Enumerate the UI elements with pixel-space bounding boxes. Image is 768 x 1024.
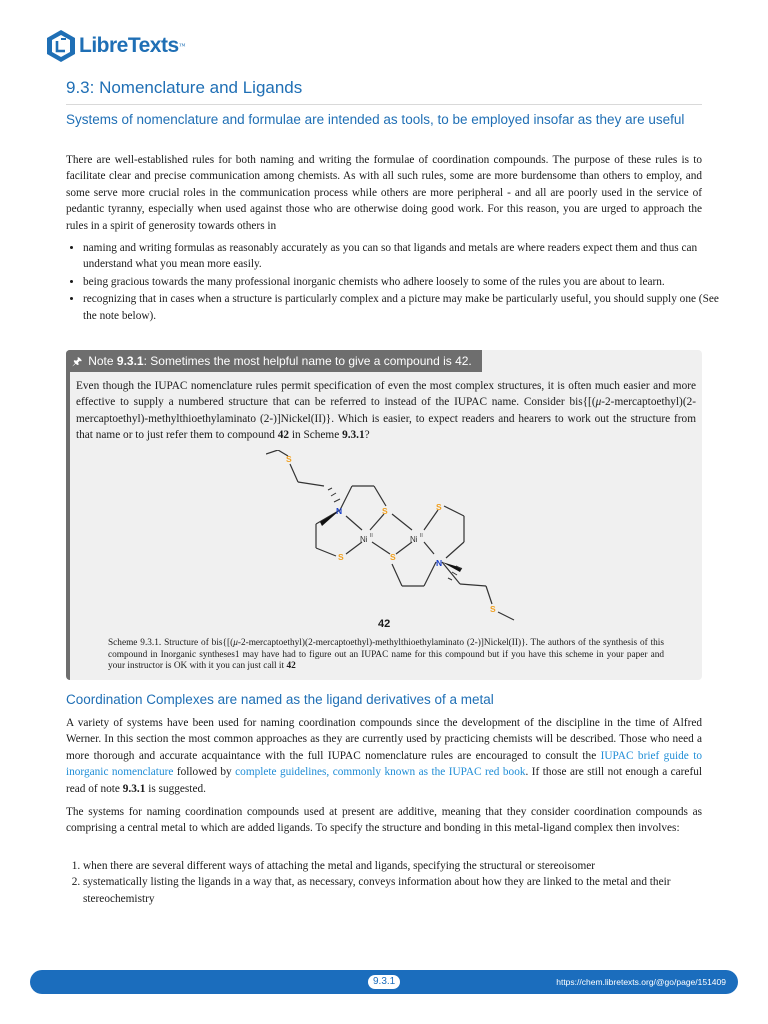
nitrogen-atom-label: N [436,558,443,568]
section-heading-nomenclature-tools: Systems of nomenclature and formulae are intended as tools, to be employed insofar as they are useful [66,112,685,127]
sulfur-atom-label: S [390,552,396,562]
note-body: Even though the IUPAC nomenclature rules permit specification of even the most complex structures, it is often much easier and more effective to supply a numbered structure that can be referred to instead of the IUPAC name. Consider bis{[(μ-2-mercaptoethyl)(2-mercaptoethyl)-methylthioethylaminato (2-)]Nickel(II)}. Which is easier, to expect readers and hearers to work out the structure from that name or to just refer them to compound 42 in Scheme 9.3.1? [76,380,696,442]
nickel-atom-label: Ni [360,535,368,544]
note-title: : Sometimes the most helpful name to give a compound is 42. [143,354,472,368]
permalink[interactable]: https://chem.libretexts.org/@go/page/151409 [556,977,726,987]
page-number-badge: 9.3.1 [368,975,400,989]
list-item: 1. when there are several different ways of attaching the metal and ligands, specifying the structural or stereoisomer [83,858,719,874]
nickel-atom-label: Ni [410,535,418,544]
note-number: 9.3.1 [116,354,144,368]
logo-text: LibreTexts [79,34,179,57]
compound-number: 42 [378,618,391,630]
section-heading-coordination-complexes: Coordination Complexes are named as the ligand derivatives of a metal [66,692,494,707]
sulfur-atom-label: S [382,506,388,516]
logo-trademark: ™ [178,42,186,50]
nickel-oxidation-state: II [420,533,423,539]
naming-steps-list [66,858,719,907]
iupac-red-book-link[interactable]: complete guidelines, commonly known as the IUPAC red book [235,766,526,779]
guidance-list [66,240,719,325]
sulfur-atom-label: S [338,552,344,562]
note-label: Note [88,354,114,368]
list-item: • naming and writing formulas as reasonably accurately as you can so that ligands and metals are where readers expect them and thus can understand what you mean more easily. [83,240,719,273]
pin-icon: 🖈 [72,356,83,368]
list-item: 2. systematically listing the ligands in a way that, as necessary, conveys information about how they are linked to the metal and their stereochemistry [83,874,719,907]
nickel-oxidation-state: II [370,533,373,539]
nitrogen-atom-label: N [336,506,343,516]
page-title: 9.3: Nomenclature and Ligands [66,78,702,105]
sulfur-atom-label: S [436,502,442,512]
naming-systems-paragraph: A variety of systems have been used for naming coordination compounds since the development of the discipline in the time of Alfred Werner. In this section the most common approaches as they are currently used by practicing chemists will be described. Those who need a more thorough and accurate acquaintance with the full IUPAC nomenclature rules are encouraged to consult the IUPAC brief guide to inorganic nomenclature followed by complete guidelines, commonly known as the IUPAC red book. If those are still not enough a careful read of note 9.3.1 is suggested. [66,717,703,795]
intro-paragraph: There are well-established rules for both naming and writing the formulae of coordination compounds. The purpose of these rules is to facilitate clear and precise communication among chemists. As with all such rules, some are more burdensome than others to employ, and some serve more crucial roles in the communication process while others are more peripheral - and all are poorly used in the service of pedantic tyranny, especially when used against those who are otherwise doing good work. For this reason, you are urged to approach the rules in a spirit of generosity towards others in [66,154,702,232]
note-header [66,350,482,372]
note-box [66,350,702,680]
list-item: • recognizing that in cases when a structure is particularly complex and a picture may make be particularly useful, you should supply one (See the note below). [83,291,719,324]
scheme-caption: Scheme 9.3.1. Structure of bis{[(μ-2-mercaptoethyl)(2-mercaptoethyl)-methylthioethylaminato (2-)]Nickel(II)}. The authors of the synthesis of this compound in Inorganic syntheses1 may have had to figure out an IUPAC name for this compound but if you have this scheme in your paper and your instructor is OK with it you can just call it 42 [108,638,664,672]
iupac-brief-guide-link[interactable]: IUPAC brief guide to inorganic nomenclature [66,749,702,779]
nickel-complex-structure [266,450,522,626]
page-footer [30,970,738,994]
sulfur-atom-label: S [286,454,292,464]
libretexts-logo-icon [46,29,76,63]
list-item: • being gracious towards the many professional inorganic chemists who adhere loosely to some of the rules you are about to learn. [83,274,719,290]
libretexts-logo[interactable] [46,26,186,66]
sulfur-atom-label: S [490,604,496,614]
additive-systems-paragraph: The systems for naming coordination compounds used at present are additive, meaning that they consider coordination compounds as comprising a central metal to which are added ligands. To specify the structure and bonding in this metal-ligand complex then involves: [66,806,702,835]
